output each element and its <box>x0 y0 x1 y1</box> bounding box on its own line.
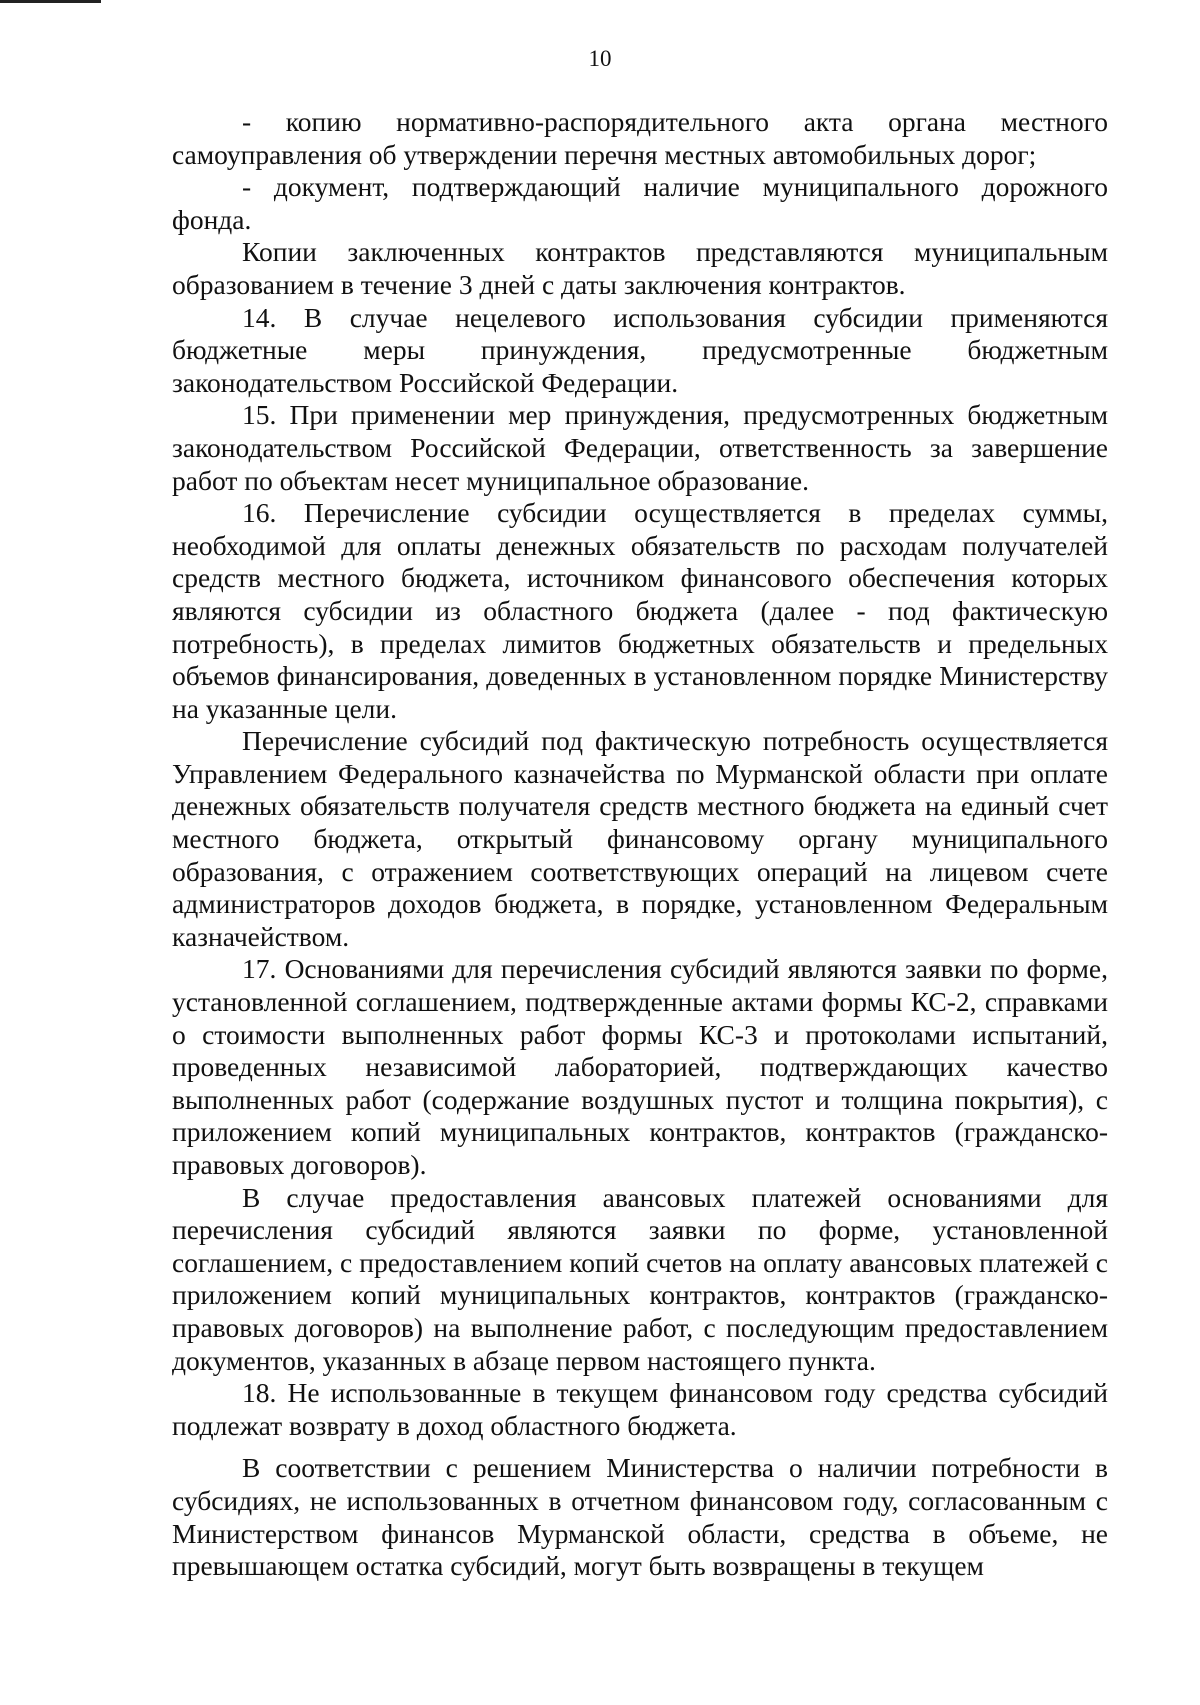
paragraph: В соответствии с решением Министерства о наличии потребности в субсидиях, не использованных в отчетном финансовом году, согласованным с Министерством финансов Мурманской области, средства в объеме, не превышающем остатка субсидий, могут быть возвращены в текущем <box>172 1452 1108 1582</box>
paragraph-item-15: 15. При применении мер принуждения, предусмотренных бюджетным законодательством Российской Федерации, ответственность за завершение работ по объектам несет муниципальное образование. <box>172 399 1108 496</box>
paragraph: В случае предоставления авансовых платежей основаниями для перечисления субсидий являются заявки по форме, установленной соглашением, с предоставлением копий счетов на оплату авансовых платежей с приложением копий муниципальных контрактов, контрактов (гражданско-правовых договоров) на выполнение работ, с последующим предоставлением документов, указанных в абзаце первом настоящего пункта. <box>172 1181 1108 1376</box>
paragraph-item-17: 17. Основаниями для перечисления субсидий являются заявки по форме, установленной соглашением, подтвержденные актами формы КС-2, справками о стоимости выполненных работ формы КС-3 и протоколами испытаний, проведенных независимой лабораторией, подтверждающих качество выполненных работ (содержание воздушных пустот и толщина покрытия), с приложением копий муниципальных контрактов, контрактов (гражданско-правовых договоров). <box>172 953 1108 1180</box>
paragraph: - документ, подтверждающий наличие муниципального дорожного фонда. <box>172 171 1108 235</box>
document-body <box>172 106 1108 1583</box>
corner-scan-mark <box>0 0 101 3</box>
paragraph: - копию нормативно-распорядительного акта органа местного самоуправления об утверждении перечня местных автомобильных дорог; <box>172 106 1108 170</box>
paragraph-item-14: 14. В случае нецелевого использования субсидии применяются бюджетные меры принуждения, предусмотренные бюджетным законодательством Российской Федерации. <box>172 301 1108 398</box>
paragraph: Перечисление субсидий под фактическую потребность осуществляется Управлением Федерального казначейства по Мурманской области при оплате денежных обязательств получателя средств местного бюджета на единый счет местного бюджета, открытый финансовому органу муниципального образования, с отражением соответствующих операций на лицевом счете администраторов доходов бюджета, в порядке, установленном Федеральным казначейством. <box>172 725 1108 952</box>
page-number: 10 <box>588 46 612 71</box>
paragraph-item-16: 16. Перечисление субсидии осуществляется в пределах суммы, необходимой для оплаты денежных обязательств по расходам получателей средств местного бюджета, источником финансового обеспечения которых являются субсидии из областного бюджета (далее - под фактическую потребность), в пределах лимитов бюджетных обязательств и предельных объемов финансирования, доведенных в установленном порядке Министерству на указанные цели. <box>172 497 1108 724</box>
paragraph-item-18: 18. Не использованные в текущем финансовом году средства субсидий подлежат возврату в доход областного бюджета. <box>172 1377 1108 1441</box>
paragraph: Копии заключенных контрактов представляются муниципальным образованием в течение 3 дней с даты заключения контрактов. <box>172 236 1108 300</box>
